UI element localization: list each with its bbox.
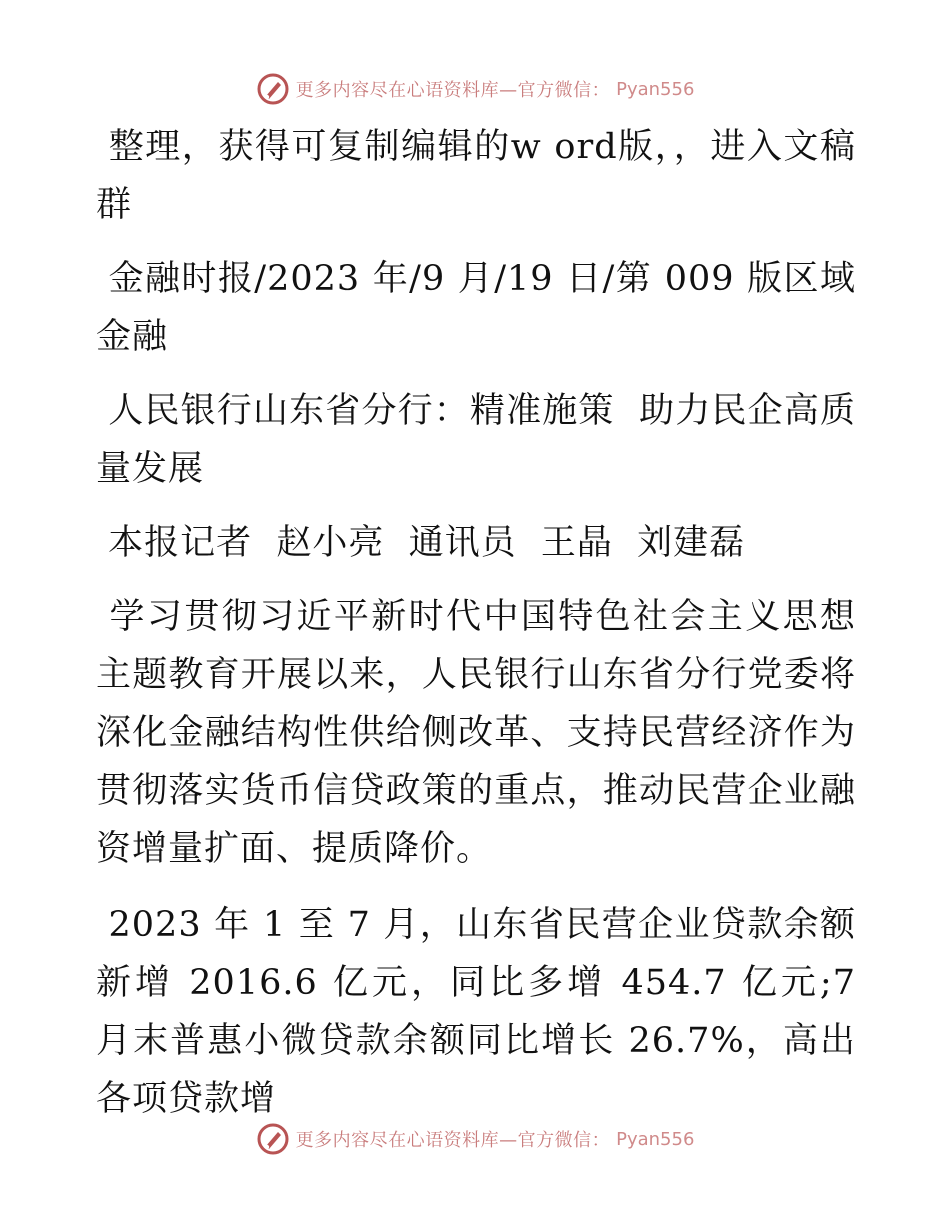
watermark-brand: Pyan556 [616, 78, 695, 100]
article-paragraph: 2023 年 1 至 7 月，山东省民营企业贷款余额新增 2016.6 亿元，同比多增 454.7 亿元;7 月末普惠小微贷款余额同比增长 26.7%，高出各项贷款增 [96, 905, 869, 1119]
article-headline: 人民银行山东省分行：精准施策 助力民企高质量发展 [96, 391, 856, 489]
watermark-text: 更多内容尽在心语资料库—官方微信： [295, 80, 611, 101]
document-body [96, 118, 869, 1128]
seal-pen-icon [256, 1122, 290, 1156]
seal-pen-icon [256, 72, 290, 106]
article-byline: 本报记者 赵小亮 通讯员 王晶 刘建磊 [96, 523, 746, 563]
header-watermark [0, 72, 950, 106]
footer-watermark [0, 1122, 950, 1156]
article-paragraph: 学习贯彻习近平新时代中国特色社会主义思想主题教育开展以来，人民银行山东省分行党委将深化金融结构性供给侧改革、支持民营经济作为贯彻落实货币信贷政策的重点，推动民营企业融资增量扩面、提质降价。 [96, 597, 856, 869]
paragraph-source-line: 金融时报/2023 年/9 月/19 日/第 009 版区域金融 [96, 259, 856, 357]
watermark-brand: Pyan556 [616, 1128, 695, 1150]
watermark-text: 更多内容尽在心语资料库—官方微信： [295, 1130, 611, 1151]
paragraph-intro-note: 整理，获得可复制编辑的w ord版，，进入文稿群 [96, 127, 856, 225]
